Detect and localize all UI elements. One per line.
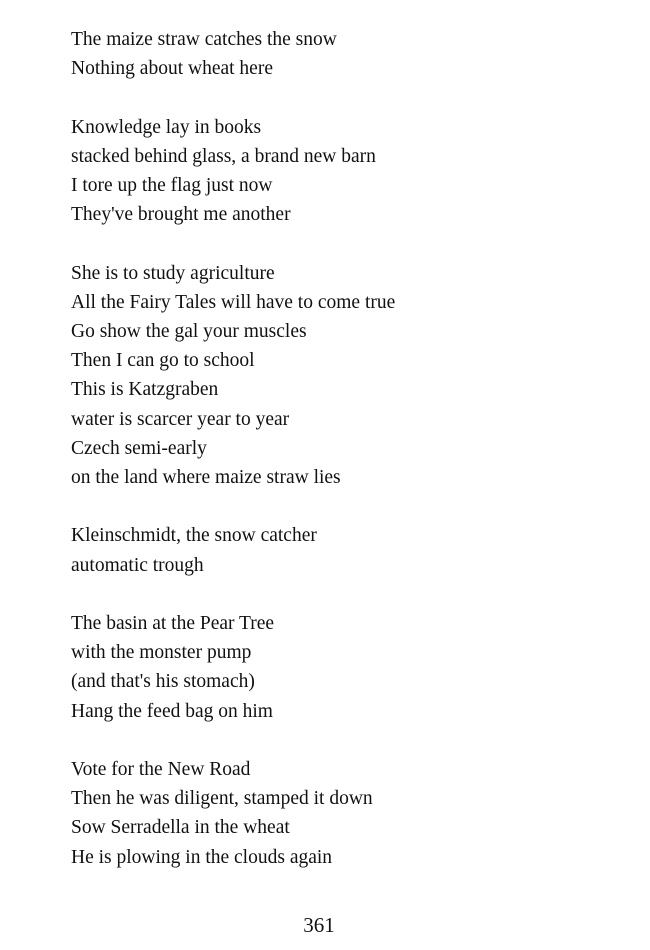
poem-line: Then I can go to school: [71, 350, 255, 372]
poem-line: All the Fairy Tales will have to come true: [71, 291, 396, 313]
stanza-3: [71, 259, 395, 493]
poem-line: stacked behind glass, a brand new barn: [71, 145, 376, 167]
stanza-1: [71, 25, 395, 83]
poem-line: The maize straw catches the snow: [71, 29, 337, 50]
poem-line: Sow Serradella in the wheat: [71, 817, 290, 839]
poem-line: Hang the feed bag on him: [71, 700, 273, 722]
poem-line: Kleinschmidt, the snow catcher: [71, 525, 317, 547]
poem-line: This is Katzgraben: [71, 379, 219, 401]
page-number: 361: [303, 913, 335, 937]
poem-line: Knowledge lay in books: [71, 116, 262, 138]
poem-line: Go show the gal your muscles: [71, 321, 307, 342]
stanza-5: [71, 609, 395, 726]
poem: [71, 25, 395, 872]
poem-line: automatic trough: [71, 554, 204, 576]
stanza-4: [71, 521, 395, 579]
poem-line: (and that's his stomach): [71, 671, 255, 693]
poem-line: Czech semi-early: [71, 437, 207, 459]
stanza-2: [71, 113, 395, 230]
poem-line: I tore up the flag just now: [71, 175, 273, 196]
poem-line: Nothing about wheat here: [71, 58, 273, 80]
poem-line: water is scarcer year to year: [71, 408, 290, 430]
poem-line: on the land where maize straw lies: [71, 467, 341, 489]
poem-line: They've brought me another: [71, 204, 291, 226]
poem-line: The basin at the Pear Tree: [71, 613, 275, 634]
stanza-6: [71, 755, 395, 872]
poem-line: with the monster pump: [71, 642, 252, 664]
poem-line: He is plowing in the clouds again: [71, 846, 333, 868]
poem-line: Vote for the New Road: [71, 759, 251, 780]
poem-line: She is to study agriculture: [71, 262, 275, 284]
poem-line: Then he was diligent, stamped it down: [71, 788, 373, 810]
